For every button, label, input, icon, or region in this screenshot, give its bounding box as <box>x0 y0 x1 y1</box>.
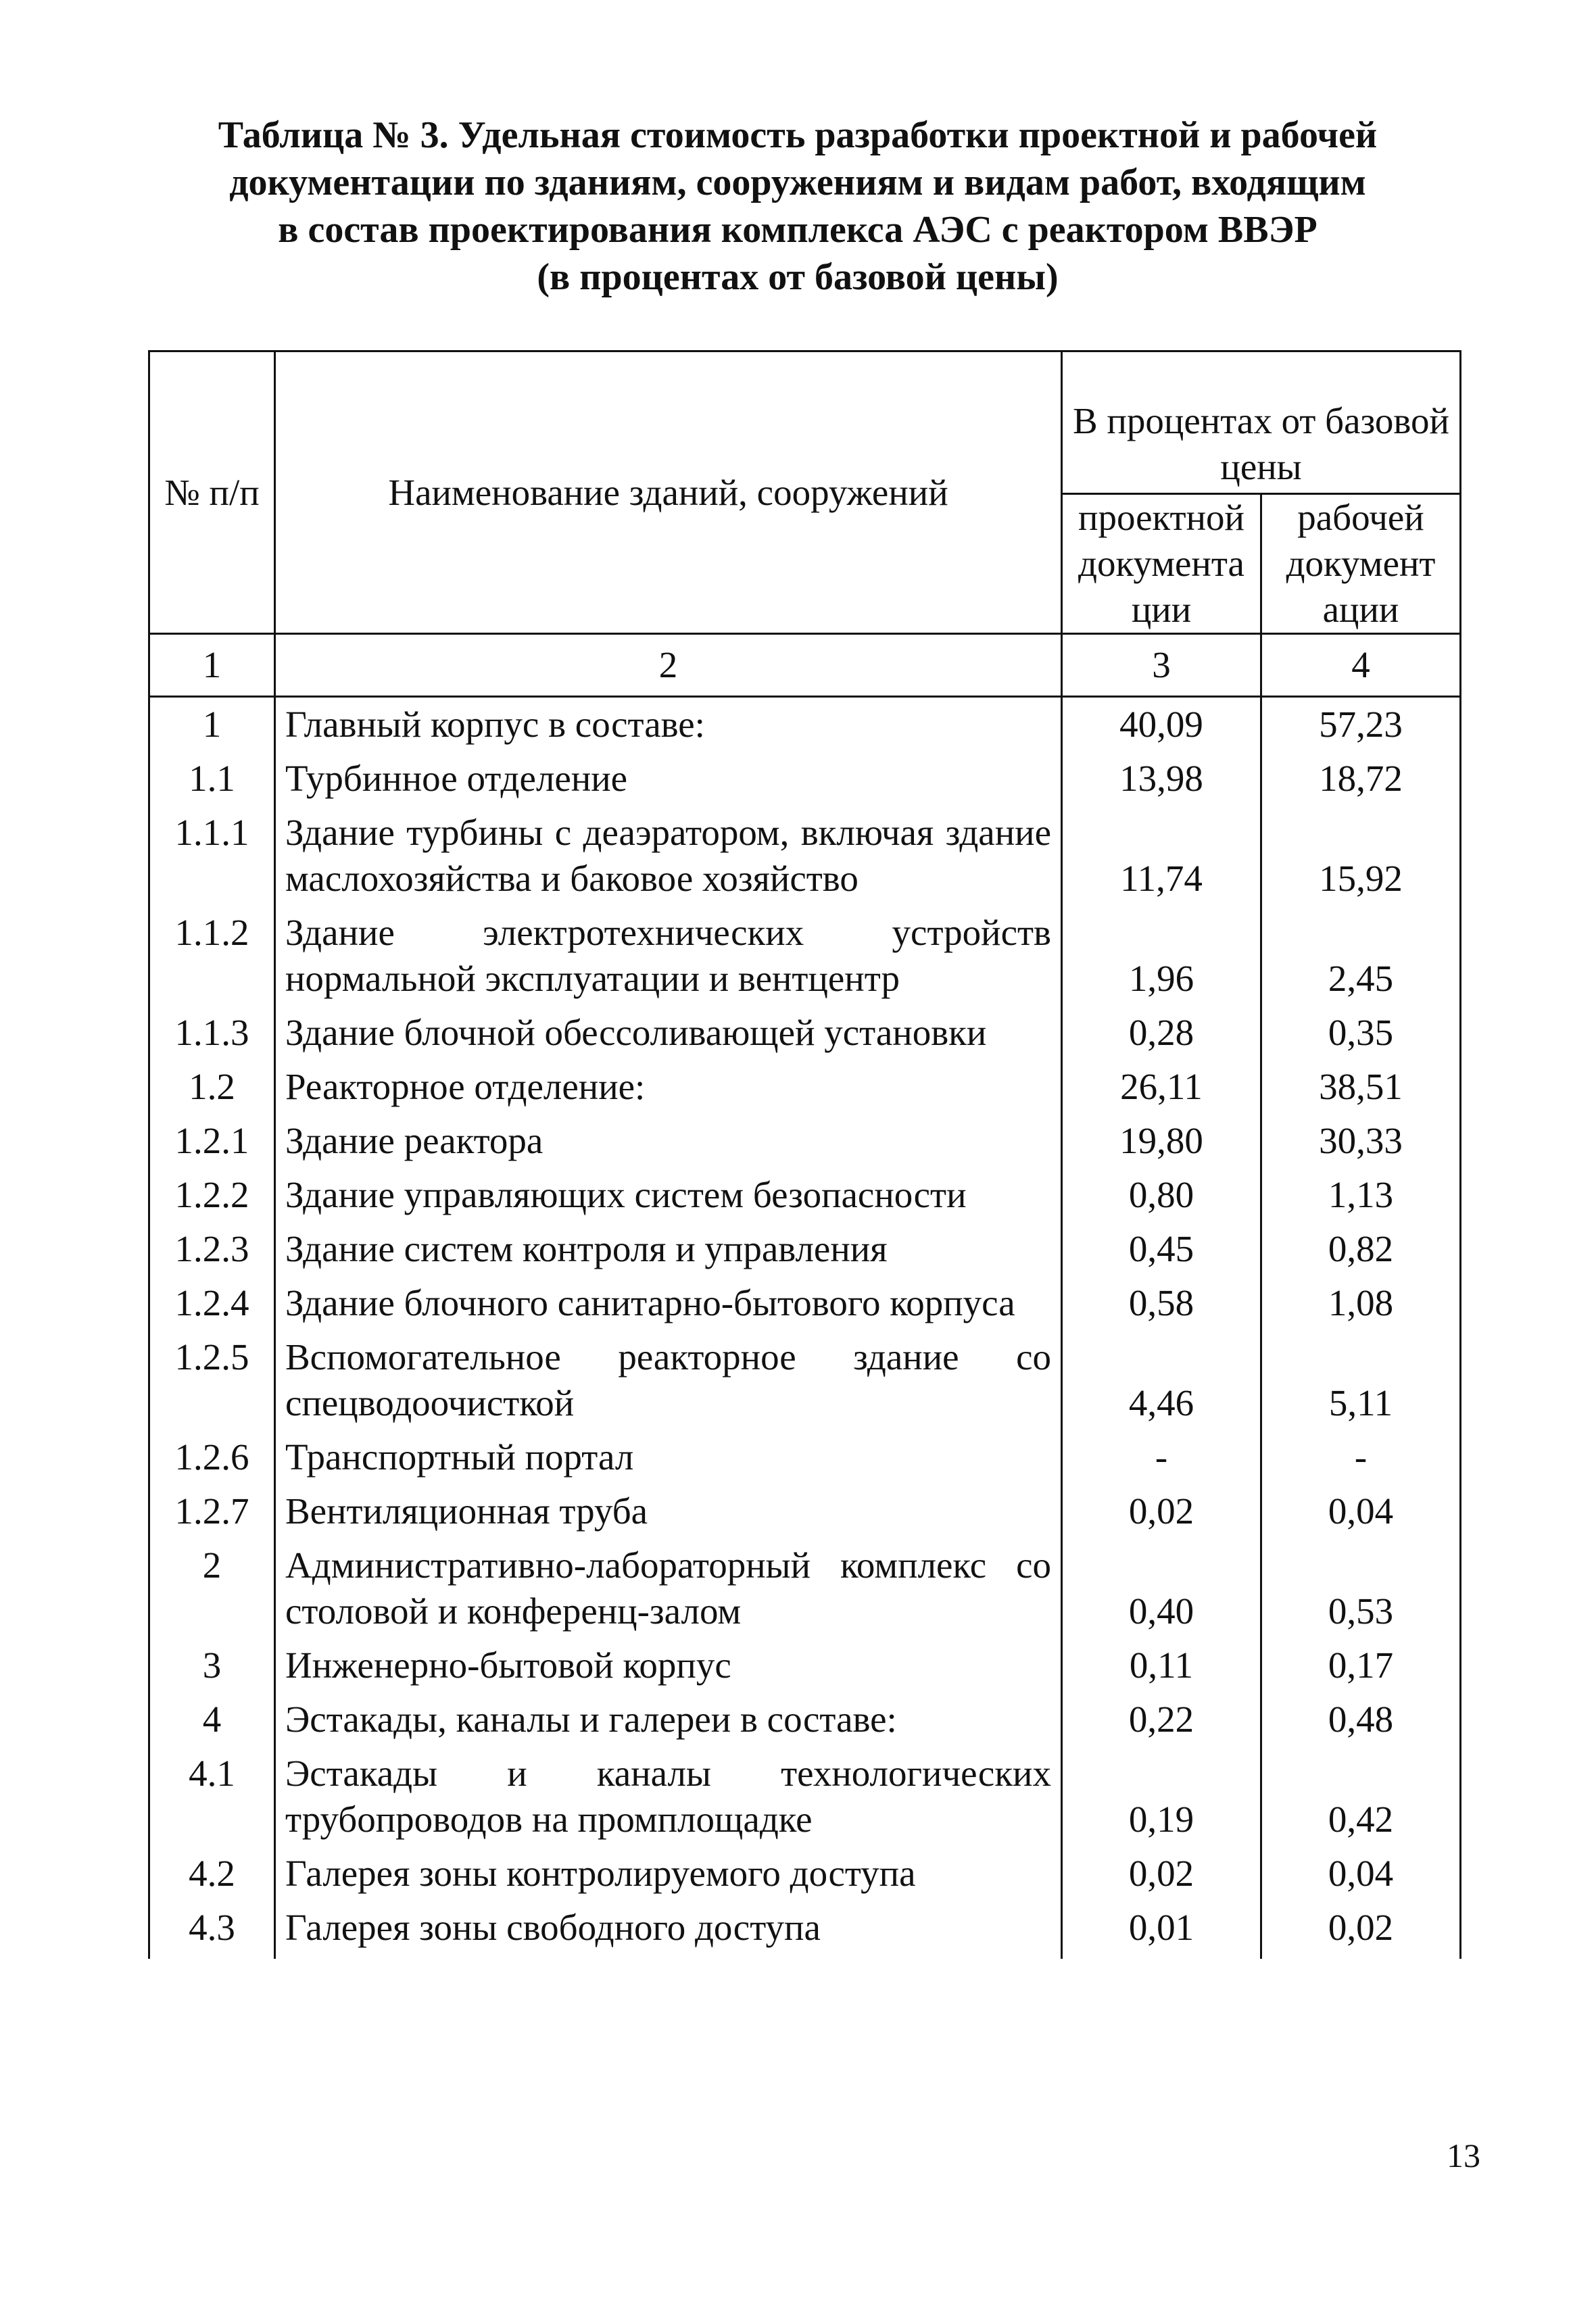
column-number-2: 2 <box>275 634 1062 697</box>
row-name: Вентиляционная труба <box>275 1484 1062 1538</box>
row-number: 1 <box>149 697 275 752</box>
row-name: Здание турбины с деаэратором, включая здание маслохозяйства и баковое хозяйство <box>275 806 1062 906</box>
row-working-percent: 0,42 <box>1261 1747 1461 1847</box>
row-name: Главный корпус в составе: <box>275 697 1062 752</box>
title-line-3: в состав проектирования комплекса АЭС с реактором ВВЭР <box>278 209 1317 251</box>
row-project-percent: - <box>1062 1430 1261 1484</box>
row-number: 1.2.3 <box>149 1222 275 1276</box>
header-working-docs: рабочей документ ации <box>1261 494 1461 634</box>
row-project-percent: 0,11 <box>1062 1638 1261 1692</box>
row-project-percent: 0,01 <box>1062 1901 1261 1959</box>
row-working-percent: 5,11 <box>1261 1330 1461 1430</box>
column-number-4: 4 <box>1261 634 1461 697</box>
row-name: Эстакады и каналы технологических трубопроводов на промплощадке <box>275 1747 1062 1847</box>
table-row <box>149 906 1461 1006</box>
row-name: Турбинное отделение <box>275 752 1062 806</box>
row-working-percent: 0,82 <box>1261 1222 1461 1276</box>
title-line-2: документации по зданиям, сооружениям и видам работ, входящим <box>229 162 1366 203</box>
table-row <box>149 806 1461 906</box>
row-working-percent: 0,48 <box>1261 1692 1461 1747</box>
row-project-percent: 13,98 <box>1062 752 1261 806</box>
row-working-percent: 2,45 <box>1261 906 1461 1006</box>
table-row <box>149 1276 1461 1330</box>
row-number: 1.2.7 <box>149 1484 275 1538</box>
table-row <box>149 1168 1461 1222</box>
column-number-1: 1 <box>149 634 275 697</box>
row-project-percent: 0,22 <box>1062 1692 1261 1747</box>
row-number: 2 <box>149 1538 275 1638</box>
row-project-percent: 4,46 <box>1062 1330 1261 1430</box>
row-project-percent: 11,74 <box>1062 806 1261 906</box>
row-name: Инженерно-бытовой корпус <box>275 1638 1062 1692</box>
row-name: Эстакады, каналы и галереи в составе: <box>275 1692 1062 1747</box>
table-row <box>149 1006 1461 1060</box>
row-number: 1.1 <box>149 752 275 806</box>
row-number: 1.2.6 <box>149 1430 275 1484</box>
row-name: Здание систем контроля и управления <box>275 1222 1062 1276</box>
row-number: 4.1 <box>149 1747 275 1847</box>
row-name: Здание реактора <box>275 1114 1062 1168</box>
row-number: 1.1.3 <box>149 1006 275 1060</box>
row-project-percent: 0,45 <box>1062 1222 1261 1276</box>
row-number: 1.2 <box>149 1060 275 1114</box>
row-working-percent: 0,17 <box>1261 1638 1461 1692</box>
title-line-1: Таблица № 3. Удельная стоимость разработки проектной и рабочей <box>218 114 1378 156</box>
row-project-percent: 0,40 <box>1062 1538 1261 1638</box>
row-name: Галерея зоны свободного доступа <box>275 1901 1062 1959</box>
row-name: Транспортный портал <box>275 1430 1062 1484</box>
row-number: 1.2.1 <box>149 1114 275 1168</box>
row-number: 4 <box>149 1692 275 1747</box>
row-project-percent: 0,02 <box>1062 1847 1261 1901</box>
row-name: Реакторное отделение: <box>275 1060 1062 1114</box>
row-name: Здание блочной обессоливающей установки <box>275 1006 1062 1060</box>
row-working-percent: 15,92 <box>1261 806 1461 906</box>
row-name: Здание управляющих систем безопасности <box>275 1168 1062 1222</box>
row-working-percent: 18,72 <box>1261 752 1461 806</box>
row-name: Здание электротехнических устройств нормальной эксплуатации и вентцентр <box>275 906 1062 1006</box>
table-row <box>149 1222 1461 1276</box>
table-row <box>149 1060 1461 1114</box>
row-number: 1.2.2 <box>149 1168 275 1222</box>
row-working-percent: 0,04 <box>1261 1847 1461 1901</box>
title-line-4: (в процентах от базовой цены) <box>537 256 1059 298</box>
row-working-percent: 57,23 <box>1261 697 1461 752</box>
row-number: 3 <box>149 1638 275 1692</box>
table-row <box>149 1430 1461 1484</box>
table-row <box>149 1538 1461 1638</box>
table-row <box>149 752 1461 806</box>
table-row <box>149 1114 1461 1168</box>
row-working-percent: 1,13 <box>1261 1168 1461 1222</box>
table-row <box>149 697 1461 752</box>
row-working-percent: - <box>1261 1430 1461 1484</box>
row-project-percent: 19,80 <box>1062 1114 1261 1168</box>
row-number: 1.2.4 <box>149 1276 275 1330</box>
row-working-percent: 30,33 <box>1261 1114 1461 1168</box>
row-project-percent: 0,02 <box>1062 1484 1261 1538</box>
row-project-percent: 0,19 <box>1062 1747 1261 1847</box>
row-number: 1.2.5 <box>149 1330 275 1430</box>
table-row <box>149 1484 1461 1538</box>
row-number: 1.1.2 <box>149 906 275 1006</box>
header-name: Наименование зданий, сооружений <box>275 351 1062 634</box>
row-project-percent: 40,09 <box>1062 697 1261 752</box>
row-project-percent: 0,58 <box>1062 1276 1261 1330</box>
table-row <box>149 1692 1461 1747</box>
row-number: 4.2 <box>149 1847 275 1901</box>
header-project-docs: проектной документа ции <box>1062 494 1261 634</box>
page-number: 13 <box>1447 2137 1480 2174</box>
row-working-percent: 0,04 <box>1261 1484 1461 1538</box>
column-number-3: 3 <box>1062 634 1261 697</box>
header-num: № п/п <box>149 351 275 634</box>
row-name: Административно-лабораторный комплекс со столовой и конференц-залом <box>275 1538 1062 1638</box>
row-name: Галерея зоны контролируемого доступа <box>275 1847 1062 1901</box>
table-row <box>149 1330 1461 1430</box>
row-name: Здание блочного санитарно-бытового корпуса <box>275 1276 1062 1330</box>
row-number: 1.1.1 <box>149 806 275 906</box>
row-project-percent: 0,28 <box>1062 1006 1261 1060</box>
row-name: Вспомогательное реакторное здание со спецводоочисткой <box>275 1330 1062 1430</box>
header-percent-group: В процентах от базовой цены <box>1062 351 1461 494</box>
table-row <box>149 1847 1461 1901</box>
row-project-percent: 1,96 <box>1062 906 1261 1006</box>
table-title <box>135 112 1460 301</box>
table-row <box>149 1638 1461 1692</box>
row-working-percent: 38,51 <box>1261 1060 1461 1114</box>
row-project-percent: 26,11 <box>1062 1060 1261 1114</box>
table-row <box>149 1747 1461 1847</box>
table-row <box>149 1901 1461 1959</box>
row-number: 4.3 <box>149 1901 275 1959</box>
row-working-percent: 0,53 <box>1261 1538 1461 1638</box>
row-working-percent: 0,35 <box>1261 1006 1461 1060</box>
row-working-percent: 0,02 <box>1261 1901 1461 1959</box>
row-working-percent: 1,08 <box>1261 1276 1461 1330</box>
cost-table <box>148 350 1461 1959</box>
row-project-percent: 0,80 <box>1062 1168 1261 1222</box>
